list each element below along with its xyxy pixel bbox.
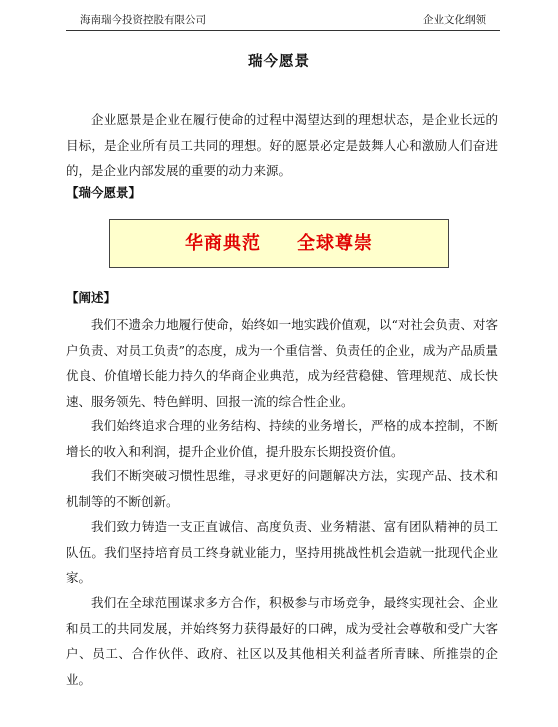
page-header xyxy=(66,10,500,31)
header-company-name: 海南瑞今投资控股有限公司 xyxy=(80,14,206,26)
vision-statement-part-1: 华商典范 xyxy=(185,233,261,254)
intro-paragraph: 企业愿景是企业在履行使命的过程中渴望达到的理想状态，是企业长远的目标，是企业所有员工共同的理想。好的愿景必定是鼓舞人心和激励人们奋进的，是企业内部发展的重要的动力来源。 xyxy=(66,112,498,178)
explanation-paragraph-3: 我们不断突破习惯性思维，寻求更好的问题解决方法，实现产品、技术和机制等的不断创新。 xyxy=(66,468,498,509)
explanation-paragraph-4: 我们致力铸造一支正直诚信、高度负责、业务精湛、富有团队精神的员工队伍。我们坚持培育员工终身就业能力，坚持用挑战性机会造就一批现代企业家。 xyxy=(66,519,498,585)
explanation-paragraph-5: 我们在全球范围谋求多方合作，积极参与市场竞争，最终实现社会、企业和员工的共同发展，并始终努力获得最好的口碑，成为受社会尊敬和受广大客户、员工、合作伙伴、政府、社区以及其他相关利益者所青睐、所推崇的企业。 xyxy=(66,595,498,687)
vision-statement-part-2: 全球尊崇 xyxy=(297,233,373,254)
vision-statement-box xyxy=(109,219,449,268)
vision-section-label: 【瑞今愿景】 xyxy=(66,185,142,200)
page-title: 瑞今愿景 xyxy=(248,53,310,70)
explanation-section-label: 【阐述】 xyxy=(66,290,117,305)
explanation-paragraph-2: 我们始终追求合理的业务结构、持续的业务增长，严格的成本控制，不断增长的收入和利润，提升企业价值，提升股东长期投资价值。 xyxy=(66,418,498,459)
header-document-name: 企业文化纲领 xyxy=(423,14,486,26)
explanation-paragraph-1: 我们不遗余力地履行使命，始终如一地实践价值观，以“对社会负责、对客户负责、对员工负责”的态度，成为一个重信誉、负责任的企业，成为产品质量优良、价值增长能力持久的华商企业典范，成为经营稳健、管理规范、成长快速、服务领先、特色鲜明、回报一流的综合性企业。 xyxy=(66,317,498,409)
